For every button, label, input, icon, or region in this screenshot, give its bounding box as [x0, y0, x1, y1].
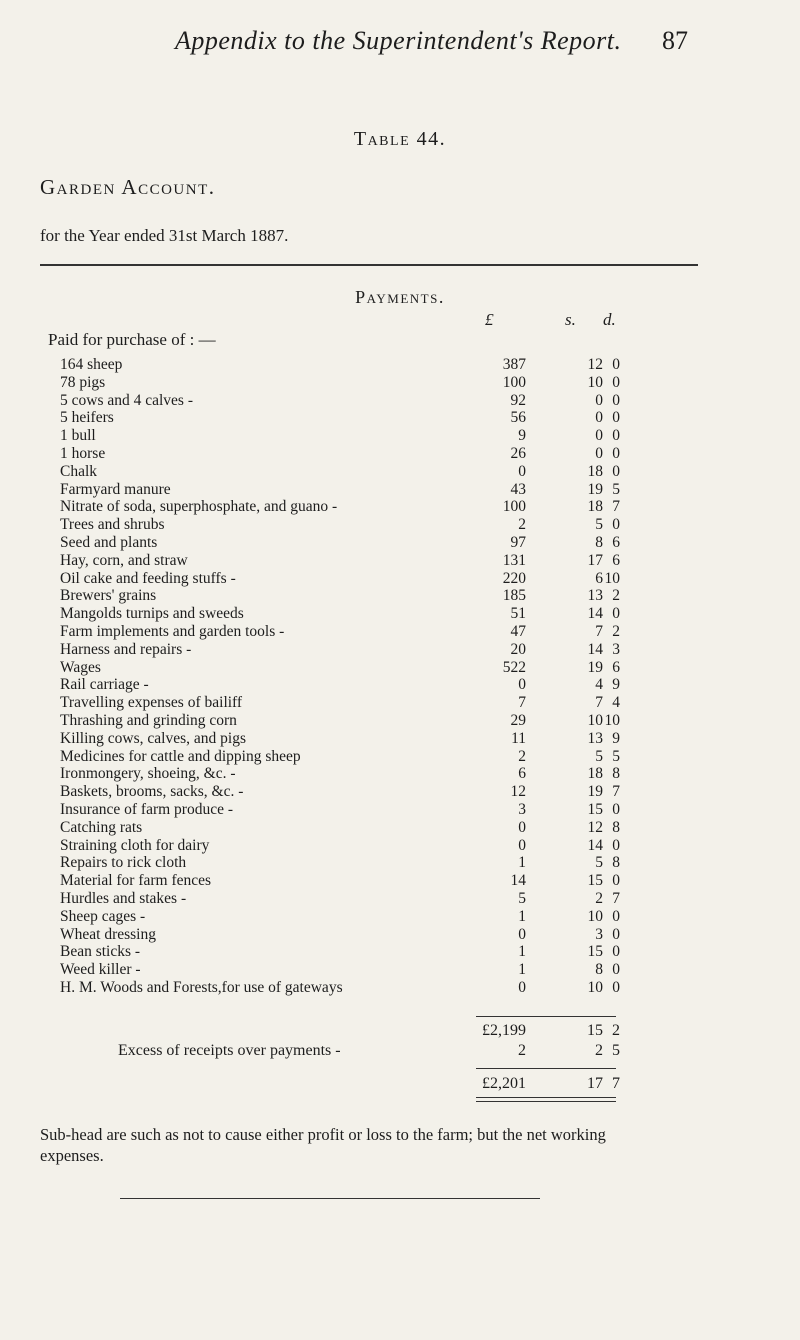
row-item: Wheat dressing [60, 925, 156, 943]
row-pence: 10 [604, 711, 620, 729]
table-row [0, 516, 800, 534]
row-pounds: 522 [502, 658, 526, 676]
row-shillings: 13 [587, 729, 603, 747]
row-pounds: 2 [518, 516, 526, 534]
table-row [0, 570, 800, 588]
row-shillings: 14 [587, 640, 603, 658]
row-pence: 5 [612, 480, 620, 498]
table-row [0, 961, 800, 979]
table-row [0, 481, 800, 499]
row-item: Hay, corn, and straw [60, 551, 188, 569]
paid-for-intro: Paid for purchase of : — [48, 330, 216, 349]
table-row [0, 552, 800, 570]
row-item: Weed killer - [60, 961, 141, 979]
total-pounds: £2,201 [482, 1075, 526, 1092]
row-pounds: 220 [502, 569, 526, 587]
table-row [0, 872, 800, 890]
row-pounds: 92 [510, 391, 526, 409]
row-item: 5 cows and 4 calves - [60, 391, 193, 409]
row-item: Baskets, brooms, sacks, &c. - [60, 783, 244, 801]
row-pence: 0 [612, 391, 620, 409]
row-item: Nitrate of soda, superphosphate, and guano - [60, 498, 338, 516]
table-row [0, 854, 800, 872]
row-shillings: 12 [587, 818, 603, 836]
row-item: Ironmongery, shoeing, &c. - [60, 765, 236, 783]
table-row [0, 463, 800, 481]
row-pounds: 1 [518, 854, 526, 872]
subtotal-pounds: £2,199 [482, 1022, 526, 1039]
row-pence: 8 [612, 818, 620, 836]
row-shillings: 14 [587, 605, 603, 623]
row-pence: 0 [612, 373, 620, 391]
excess-label: Excess of receipts over payments - [118, 1042, 341, 1059]
row-shillings: 5 [595, 854, 603, 872]
row-item: Catching rats [60, 818, 143, 836]
row-item: 1 horse [60, 444, 106, 462]
row-pence: 0 [612, 356, 620, 373]
row-pence: 6 [612, 658, 620, 676]
table-row [0, 908, 800, 926]
table-row [0, 979, 800, 997]
row-item: Farm implements and garden tools - [60, 622, 285, 640]
row-shillings: 5 [595, 516, 603, 534]
row-pounds: 100 [502, 498, 526, 516]
subtotal-shillings: 15 [587, 1022, 603, 1039]
pounds-column-header: £ [485, 310, 494, 329]
row-pounds: 1 [518, 943, 526, 961]
row-item: Travelling expenses of bailiff [60, 694, 243, 712]
row-pence: 4 [612, 694, 620, 712]
row-pence: 9 [612, 729, 620, 747]
row-shillings: 7 [595, 622, 603, 640]
row-pounds: 0 [518, 676, 526, 694]
running-title: Appendix to the Superintendent's Report. [175, 26, 622, 55]
row-shillings: 3 [595, 925, 603, 943]
row-item: Straining cloth for dairy [60, 836, 210, 854]
row-item: Sheep cages - [60, 907, 146, 925]
excess-shillings: 2 [595, 1042, 603, 1059]
row-shillings: 8 [595, 533, 603, 551]
row-pence: 7 [612, 498, 620, 516]
row-shillings: 0 [595, 409, 603, 427]
row-pounds: 2 [518, 747, 526, 765]
row-pounds: 131 [502, 551, 526, 569]
bottom-rule [120, 1198, 540, 1199]
row-shillings: 5 [595, 747, 603, 765]
row-pounds: 29 [510, 711, 526, 729]
row-pence: 0 [612, 907, 620, 925]
table-row [0, 409, 800, 427]
table-row [0, 819, 800, 837]
row-shillings: 10 [587, 711, 603, 729]
total-double-rule [476, 1097, 616, 1102]
row-pence: 0 [612, 444, 620, 462]
row-item: Brewers' grains [60, 587, 157, 605]
row-pence: 7 [612, 783, 620, 801]
row-shillings: 19 [587, 480, 603, 498]
table-row [0, 427, 800, 445]
total-shillings: 17 [587, 1075, 603, 1092]
row-pounds: 43 [510, 480, 526, 498]
row-item: Medicines for cattle and dipping sheep [60, 747, 301, 765]
row-pence: 10 [604, 569, 620, 587]
table-row [0, 926, 800, 944]
table-row [0, 837, 800, 855]
row-pounds: 11 [511, 729, 526, 747]
row-item: Seed and plants [60, 533, 158, 551]
table-row [0, 748, 800, 766]
table-row [0, 356, 800, 374]
row-item: Mangolds turnips and sweeds [60, 605, 244, 623]
row-pounds: 3 [518, 800, 526, 818]
table-row [0, 943, 800, 961]
row-shillings: 19 [587, 658, 603, 676]
row-item: 164 sheep [60, 356, 123, 373]
row-pounds: 26 [510, 444, 526, 462]
row-pounds: 185 [502, 587, 526, 605]
row-shillings: 15 [587, 872, 603, 890]
row-item: H. M. Woods and Forests,for use of gateways [60, 978, 343, 996]
row-shillings: 4 [595, 676, 603, 694]
row-pence: 5 [612, 747, 620, 765]
row-item: Chalk [60, 462, 98, 480]
row-item: Trees and shrubs [60, 516, 165, 534]
table-row [0, 534, 800, 552]
row-pence: 2 [612, 622, 620, 640]
payments-table [0, 356, 800, 997]
table-row [0, 712, 800, 730]
row-pence: 0 [612, 427, 620, 445]
row-item: 5 heifers [60, 409, 114, 427]
row-item: Thrashing and grinding corn [60, 711, 237, 729]
table-row [0, 605, 800, 623]
row-pence: 0 [612, 462, 620, 480]
row-shillings: 14 [587, 836, 603, 854]
row-pence: 0 [612, 961, 620, 979]
row-shillings: 0 [595, 427, 603, 445]
row-shillings: 0 [595, 444, 603, 462]
table-row [0, 498, 800, 516]
row-pounds: 387 [502, 356, 526, 373]
row-pounds: 1 [518, 907, 526, 925]
row-item: Material for farm fences [60, 872, 212, 890]
row-pounds: 0 [518, 818, 526, 836]
pence-column-header: d. [603, 310, 616, 329]
row-shillings: 18 [587, 498, 603, 516]
row-pounds: 0 [518, 925, 526, 943]
table-row [0, 392, 800, 410]
shillings-column-header: s. [565, 310, 576, 329]
row-shillings: 17 [587, 551, 603, 569]
page-number: 87 [662, 26, 688, 55]
table-row [0, 374, 800, 392]
row-item: Hurdles and stakes - [60, 889, 187, 907]
row-pounds: 20 [510, 640, 526, 658]
row-item: Harness and repairs - [60, 640, 192, 658]
footnote: Sub-head are such as not to cause either profit or loss to the farm; but the net working expenses. [40, 1125, 606, 1165]
subtotal-row [0, 1021, 800, 1041]
table-row [0, 623, 800, 641]
row-item: 1 bull [60, 427, 96, 445]
row-shillings: 10 [587, 373, 603, 391]
row-shillings: 18 [587, 462, 603, 480]
row-pence: 0 [612, 836, 620, 854]
row-pence: 0 [612, 800, 620, 818]
row-pence: 6 [612, 533, 620, 551]
row-item: 78 pigs [60, 373, 106, 391]
table-row [0, 783, 800, 801]
row-pounds: 0 [518, 462, 526, 480]
table-row [0, 890, 800, 908]
total-pence: 7 [612, 1075, 620, 1092]
row-shillings: 2 [595, 889, 603, 907]
row-pence: 0 [612, 409, 620, 427]
row-item: Farmyard manure [60, 480, 171, 498]
table-row [0, 694, 800, 712]
row-pence: 6 [612, 551, 620, 569]
subtotal-rule [476, 1016, 616, 1017]
row-pounds: 12 [510, 783, 526, 801]
excess-pence: 5 [612, 1042, 620, 1059]
row-pounds: 9 [518, 427, 526, 445]
row-item: Killing cows, calves, and pigs [60, 729, 246, 747]
row-shillings: 0 [595, 391, 603, 409]
row-pounds: 7 [518, 694, 526, 712]
excess-pounds: 2 [518, 1042, 526, 1059]
account-period: for the Year ended 31st March 1887. [40, 226, 289, 245]
row-shillings: 15 [587, 943, 603, 961]
grand-total-row [0, 1074, 800, 1094]
row-pence: 2 [612, 587, 620, 605]
row-item: Rail carriage - [60, 676, 149, 694]
row-shillings: 12 [587, 356, 603, 373]
row-pence: 0 [612, 925, 620, 943]
table-row [0, 801, 800, 819]
row-item: Repairs to rick cloth [60, 854, 187, 872]
row-item: Bean sticks - [60, 943, 141, 961]
row-shillings: 18 [587, 765, 603, 783]
account-title: Garden Account. [40, 175, 216, 199]
row-pence: 8 [612, 854, 620, 872]
table-row [0, 445, 800, 463]
row-pounds: 1 [518, 961, 526, 979]
subtotal-pence: 2 [612, 1022, 620, 1039]
row-item: Wages [60, 658, 101, 676]
row-pounds: 56 [510, 409, 526, 427]
excess-row [0, 1041, 800, 1061]
table-row [0, 730, 800, 748]
row-shillings: 15 [587, 800, 603, 818]
table-row [0, 641, 800, 659]
row-shillings: 10 [587, 978, 603, 996]
row-pounds: 51 [510, 605, 526, 623]
row-shillings: 8 [595, 961, 603, 979]
row-shillings: 6 [595, 569, 603, 587]
row-pounds: 97 [510, 533, 526, 551]
row-pence: 0 [612, 943, 620, 961]
row-pounds: 0 [518, 836, 526, 854]
row-pounds: 47 [510, 622, 526, 640]
row-pence: 0 [612, 978, 620, 996]
row-shillings: 7 [595, 694, 603, 712]
row-pence: 7 [612, 889, 620, 907]
table-row [0, 659, 800, 677]
row-pounds: 5 [518, 889, 526, 907]
table-row [0, 676, 800, 694]
row-pounds: 0 [518, 978, 526, 996]
row-pence: 0 [612, 605, 620, 623]
row-pence: 0 [612, 872, 620, 890]
row-shillings: 19 [587, 783, 603, 801]
table-row [0, 765, 800, 783]
row-pounds: 14 [510, 872, 526, 890]
table-row [0, 587, 800, 605]
row-pounds: 100 [502, 373, 526, 391]
top-rule [40, 264, 698, 266]
section-title: Payments. [355, 287, 445, 307]
row-item: Insurance of farm produce - [60, 800, 233, 818]
row-pence: 0 [612, 516, 620, 534]
row-pence: 8 [612, 765, 620, 783]
row-pounds: 6 [518, 765, 526, 783]
row-item: Oil cake and feeding stuffs - [60, 569, 236, 587]
table-label: Table 44. [353, 128, 447, 150]
row-shillings: 10 [587, 907, 603, 925]
row-pence: 9 [612, 676, 620, 694]
row-shillings: 13 [587, 587, 603, 605]
row-pence: 3 [612, 640, 620, 658]
running-head [0, 18, 800, 58]
total-top-rule [476, 1068, 616, 1069]
